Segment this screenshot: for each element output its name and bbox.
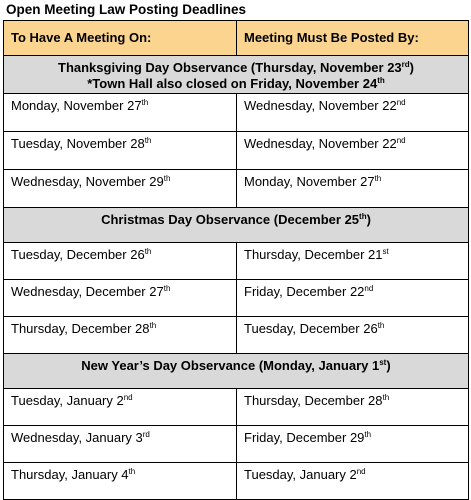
posting-deadlines-table [3, 20, 469, 500]
section-heading-text: Thanksgiving Day Observance (Thursday, November 23rd) [58, 60, 414, 75]
table-header-row [4, 21, 469, 56]
table-row [4, 426, 469, 463]
meeting-date-cell: Wednesday, November 29th [4, 170, 237, 208]
header-meeting-date: To Have A Meeting On: [4, 21, 237, 56]
table-row [4, 132, 469, 170]
table-row [4, 389, 469, 426]
posting-deadline-cell: Wednesday, November 22nd [237, 132, 469, 170]
table-row [4, 94, 469, 132]
table-row [4, 463, 469, 500]
meeting-date-cell: Tuesday, January 2nd [4, 389, 237, 426]
posting-deadline-cell: Friday, December 29th [237, 426, 469, 463]
table-row [4, 317, 469, 354]
posting-deadline-cell: Friday, December 22nd [237, 280, 469, 317]
posting-deadline-cell: Wednesday, November 22nd [237, 94, 469, 132]
section-heading-text: New Year’s Day Observance (Monday, January 1st) [81, 358, 391, 373]
posting-deadline-cell: Thursday, December 28th [237, 389, 469, 426]
table-row [4, 170, 469, 208]
meeting-date-cell: Tuesday, November 28th [4, 132, 237, 170]
posting-deadline-cell: Tuesday, January 2nd [237, 463, 469, 500]
meeting-date-cell: Wednesday, January 3rd [4, 426, 237, 463]
meeting-date-cell: Tuesday, December 26th [4, 243, 237, 280]
posting-deadline-cell: Thursday, December 21st [237, 243, 469, 280]
section-heading-new-years [4, 354, 469, 389]
meeting-date-cell: Thursday, January 4th [4, 463, 237, 500]
header-posting-deadline: Meeting Must Be Posted By: [237, 21, 469, 56]
section-heading-thanksgiving [4, 56, 469, 94]
meeting-date-cell: Monday, November 27th [4, 94, 237, 132]
section-heading-christmas [4, 208, 469, 243]
meeting-date-cell: Thursday, December 28th [4, 317, 237, 354]
section-heading-text: Christmas Day Observance (December 25th) [101, 212, 371, 227]
section-note-text: *Town Hall also closed on Friday, November 24th [87, 76, 385, 91]
page-title: Open Meeting Law Posting Deadlines [6, 2, 247, 17]
table-row [4, 280, 469, 317]
posting-deadline-cell: Monday, November 27th [237, 170, 469, 208]
posting-deadline-cell: Tuesday, December 26th [237, 317, 469, 354]
table-row [4, 243, 469, 280]
meeting-date-cell: Wednesday, December 27th [4, 280, 237, 317]
